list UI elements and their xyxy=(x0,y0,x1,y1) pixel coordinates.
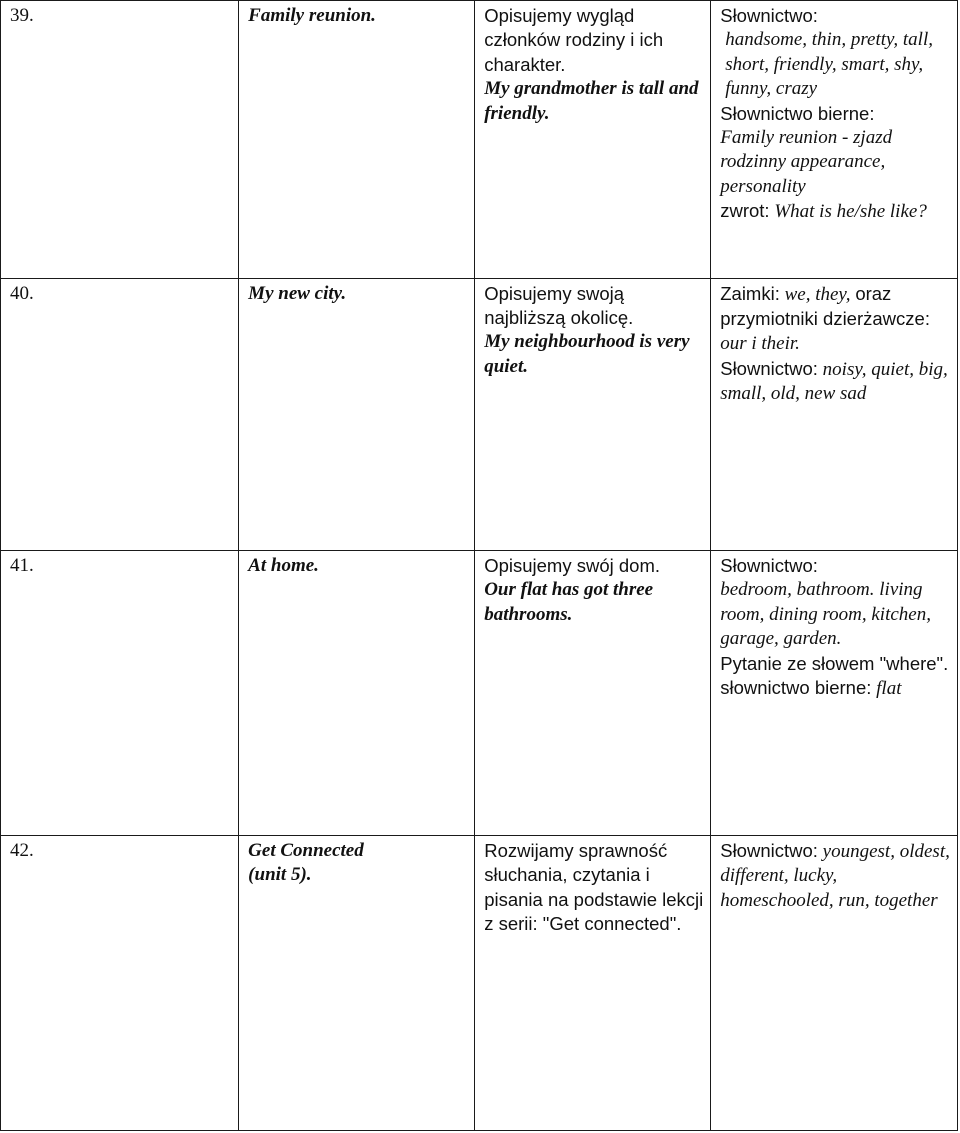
vocabulary-words: youngest, oldest, different, lucky, homeschooled, run, together xyxy=(720,840,950,911)
lesson-goal: Opisujemy swój dom. xyxy=(484,555,661,577)
lesson-example: My neighbourhood is very quiet. xyxy=(484,331,690,377)
lesson-number-cell xyxy=(1,551,239,836)
vocabulary-words: handsome, thin, pretty, tall, short, friendly, smart, shy, funny, crazy xyxy=(725,29,933,100)
lesson-topic: At home. xyxy=(248,555,319,577)
passive-vocabulary-label: Słownictwo bierne: xyxy=(720,102,875,124)
lesson-goal: Opisujemy wygląd członków rodziny i ich charakter. xyxy=(484,5,664,75)
lesson-topic-cell xyxy=(239,1,475,279)
lesson-number: 42. xyxy=(10,839,34,861)
vocabulary-words: noisy, quiet, big, small, old, new sad xyxy=(720,358,948,405)
lesson-vocabulary-cell xyxy=(711,551,958,836)
lesson-vocabulary-cell xyxy=(711,1,958,279)
possessive-adjectives: our i their. xyxy=(720,333,800,355)
lesson-topic-cell xyxy=(239,278,475,550)
vocabulary-label: Słownictwo: xyxy=(720,839,818,861)
lesson-number: 41. xyxy=(10,555,34,577)
table-row xyxy=(1,835,958,1130)
lesson-goal-cell xyxy=(475,835,711,1130)
lesson-number-cell xyxy=(1,1,239,279)
vocabulary-label: Słownictwo: xyxy=(720,357,818,379)
lesson-goal: Rozwijamy sprawność słuchania, czytania i pisania na podstawie lekcji z serii: "Get connected". xyxy=(484,839,704,935)
passive-vocabulary-words: flat xyxy=(876,678,902,700)
table-row xyxy=(1,551,958,836)
lesson-goal-cell xyxy=(475,1,711,279)
table-row xyxy=(1,278,958,550)
lesson-number-cell xyxy=(1,835,239,1130)
possessive-adjectives-label: oraz przymiotniki dzierżawcze: xyxy=(720,282,930,330)
lesson-topic: Get Connected (unit 5). xyxy=(248,839,364,886)
lesson-example: My grandmother is tall and friendly. xyxy=(484,78,699,124)
lesson-number-cell xyxy=(1,278,239,550)
lesson-topic-cell xyxy=(239,835,475,1130)
question-note: Pytanie ze słowem "where". xyxy=(720,652,949,674)
vocabulary-label: Słownictwo: xyxy=(720,5,818,26)
phrase-label: zwrot: xyxy=(720,200,770,222)
vocabulary-words: bedroom, bathroom. living room, dining room, kitchen, garage, garden. xyxy=(720,579,931,650)
lesson-goal-cell xyxy=(475,278,711,550)
lesson-number: 40. xyxy=(10,282,34,304)
lesson-example: Our flat has got three bathrooms. xyxy=(484,579,654,625)
lesson-topic: My new city. xyxy=(248,282,347,304)
passive-vocabulary-label: słownictwo bierne: xyxy=(720,677,872,699)
lesson-goal-cell xyxy=(475,551,711,836)
lesson-vocabulary-cell xyxy=(711,835,958,1130)
phrase-text: What is he/she like? xyxy=(774,201,927,223)
pronouns: we, they, xyxy=(784,283,851,305)
lesson-number: 39. xyxy=(10,5,34,26)
passive-vocabulary-words: Family reunion - zjazd rodzinny appearance, personality xyxy=(720,127,893,197)
vocabulary-label: Słownictwo: xyxy=(720,555,818,577)
lesson-goal: Opisujemy swoją najbliższą okolicę. xyxy=(484,282,634,329)
pronouns-label: Zaimki: xyxy=(720,282,780,304)
lesson-vocabulary-cell xyxy=(711,278,958,550)
lesson-topic-cell xyxy=(239,551,475,836)
table-row xyxy=(1,1,958,279)
lesson-topic: Family reunion. xyxy=(248,5,376,26)
